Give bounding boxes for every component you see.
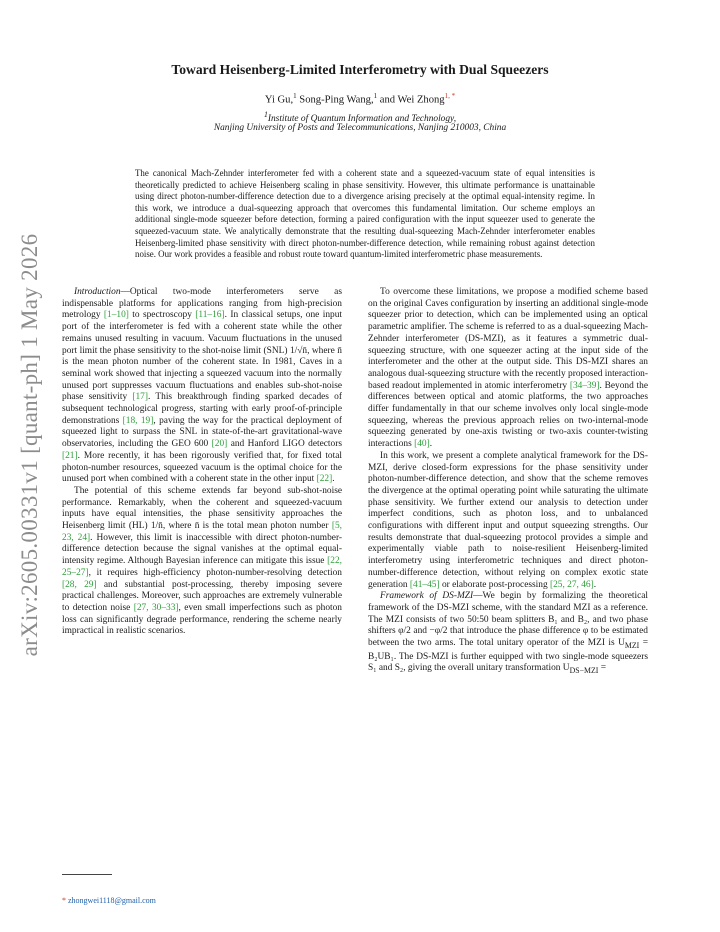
paragraph-proposal <box>368 287 648 451</box>
citation-link[interactable]: [41–45] <box>409 579 440 590</box>
abstract: The canonical Mach-Zehnder interferometer fed with a coherent state and a squeezed-vacuum state of equal intensities is theoretically predicted to achieve Heisenberg scaling in phase sensitivity. However, this ultimate performance is unattainable using direct photon-number-difference detection due to a divergence arising precisely at the optimal equal-intensity regime. In this work, we introduce a dual-squeezing approach that overcomes this fundamental limitation. Our scheme employs an additional single-mode squeezer before detection, forming a paired configuration with the input squeezer used to generate the squeezed-vacuum state. We analytically demonstrate that the resulting dual-squeezing Mach-Zehnder interferometer enables Heisenberg-limited phase sensitivity with direct photon-number-difference detection, while remaining robust against detection noise. Our work provides a feasible and robust route toward quantum-limited interferometric phase measurements. <box>135 168 595 260</box>
footnote-divider <box>62 874 112 875</box>
affiliation-institute: Institute of Quantum Information and Technology, <box>267 114 457 125</box>
paper-title: Toward Heisenberg-Limited Interferometry with Dual Squeezers <box>171 62 549 77</box>
citation-link[interactable]: [17] <box>132 392 148 403</box>
citation-link[interactable]: [27, 30–33] <box>133 602 179 613</box>
text-run: . <box>593 579 597 590</box>
section-lead: Introduction <box>74 287 121 297</box>
text-run: to spectroscopy <box>128 310 196 321</box>
text-run: , paving the way for the practical deployment of squeezed light to surpass the SNL in state-of-the-art gravitational-wave observatories, including the GEO 600 <box>62 415 342 450</box>
text-run: = <box>598 663 606 674</box>
citation-link[interactable]: [1–10] <box>103 310 129 321</box>
text-run: . <box>332 474 335 485</box>
text-run: . In classical setups, one input port of the interferometer is fed with a coherent state while the other remains unused resulting in vacuum. Vacuum fluctuations in the unused port limit the phase sensitivity to the shot-noise limit (SNL) 1/√n̄, where n̄ is the mean photon number of the coherent state. In 1981, Caves in a seminal work showed that injecting a squeezed vacuum into the normally unused port suppresses vacuum fluctuations and enables sub-shot-noise phase sensitivity <box>62 310 342 403</box>
body-column-right <box>368 287 648 677</box>
arxiv-sidebar <box>8 230 52 660</box>
affiliation-address: Nanjing University of Posts and Telecommunications, Nanjing 210003, China <box>213 123 507 133</box>
citation-link[interactable]: [22, 25–27] <box>62 556 342 578</box>
text-run: . Beyond the differences between optical and atomic platforms, the two approaches differ fundamentally in that our scheme involves only local single-mode squeezing, whereas the previous approach relies on two-internal-mode squeezing generated by one-axis twisting or two-axis counter-twisting interactions <box>368 380 648 450</box>
citation-link[interactable]: [28, 29] <box>62 579 97 590</box>
citation-link[interactable]: [5, 23, 24] <box>62 521 342 543</box>
paragraph-introduction <box>62 287 342 486</box>
affiliation-mark: 1 <box>263 110 268 119</box>
text-run: or elaborate post-processing <box>439 579 550 590</box>
author-list <box>60 92 660 106</box>
author-affil-mark: 1, * <box>444 92 456 100</box>
subscript: DS−MZI <box>569 666 599 676</box>
text-run: . <box>429 439 433 450</box>
citation-link[interactable]: [20] <box>211 439 228 450</box>
text-run: . However, this limit is inaccessible with direct photon-number-difference detection because the signal vanishes at the optimal equal-intensity regime. Although Bayesian inference can mitigate this issue <box>62 532 342 567</box>
author-name: Song-Ping Wang, <box>299 94 374 106</box>
text-run: and Hanford LIGO detectors <box>227 439 342 450</box>
footnote <box>62 896 156 905</box>
email-link[interactable]: zhongwei1118@gmail.com <box>68 896 156 905</box>
citation-link[interactable]: [40] <box>414 439 430 450</box>
text-run: . This breakthrough finding sparked decades of subsequent technological progress, starting with early proof-of-principle demonstrations <box>62 392 342 426</box>
author-name: Yi Gu, <box>264 94 294 106</box>
citation-link[interactable]: [11–16] <box>195 310 225 321</box>
citation-link[interactable]: [34–39] <box>569 380 600 391</box>
paragraph-framework <box>368 591 648 677</box>
author-affil-mark: 1 <box>293 92 297 100</box>
author-affil-mark: 1 <box>373 92 378 100</box>
citation-link[interactable]: [25, 27, 46] <box>550 579 594 590</box>
text-run: . More recently, it has been rigorously verified that, for fixed total photon-number resources, squeezed vacuum is the optimal choice for the unused port when combined with a coherent state in the other input <box>62 450 342 485</box>
affiliation-line <box>60 110 660 124</box>
citation-link[interactable]: [22] <box>316 474 333 485</box>
section-lead: Framework of DS-MZI <box>380 591 474 602</box>
subscript: MZI <box>624 640 640 650</box>
body-column-left <box>62 287 342 638</box>
author-name: and Wei Zhong <box>379 94 445 106</box>
paragraph-this-work <box>368 451 648 591</box>
text-run: To overcome these limitations, we propose a modified scheme based on the original Caves configuration by inserting an additional single-mode squeezer prior to detection, which can be implemented using an optical parametric amplifier. The scheme is referred to as a dual-squeezing Mach-Zehnder interferometer (DS-MZI), as it features a symmetric dual-squeezing structure, with one squeezer acting at the input side of the interferometer and the other at the output side. This DS-MZI shares an analogous dual-squeezing structure with the recently proposed interaction-based readout implemented in atomic interferometry <box>368 287 648 391</box>
text-run: , even small imperfections such as photon loss can significantly degrade performance, rendering the scheme nearly impractical in realistic scenarios. <box>62 602 342 637</box>
citation-link[interactable]: [21] <box>62 450 78 461</box>
text-run: —We begin by formalizing the theoretical framework of the DS-MZI scheme, with the standard MZI as a reference. The MZI consists of two 50:50 beam splitters B₁ and B₂, and two phase shifters φ/2 and −φ/2 that introduce the phase difference φ to be estimated between the two arms. The total unitary operator of the MZI is U <box>368 591 648 649</box>
arxiv-identifier: arXiv:2605.00331v1 [quant-ph] 1 May 2026 <box>17 233 42 657</box>
text-run: —Optical two-mode interferometers serve as indispensable platforms for applications ranging from high-precision metrology <box>62 287 342 321</box>
text-run: , it requires high-efficiency photon-number-resolving detection <box>88 567 342 578</box>
footnote-marker: * <box>62 896 66 905</box>
citation-link[interactable]: [18, 19] <box>122 415 154 426</box>
text-run: The potential of this scheme extends far beyond sub-shot-noise performance. Remarkably, when the coherent and squeezed-vacuum inputs have equal intensities, the phase sensitivity approaches the Heisenberg limit (HL) 1/n̄, where n̄ is the total mean photon number <box>62 485 342 532</box>
paragraph-potential <box>62 486 342 638</box>
text-run: = B₂UB₁. The DS-MZI is further equipped with two single-mode squeezers S₁ and S₂, giving the overall unitary transformation U <box>368 638 648 674</box>
text-run: In this work, we present a complete analytical framework for the DS-MZI, derive closed-form expressions for the phase sensitivity under photon-number-difference detection, and show that the scheme removes the divergence at the optimal operating point while saturating the ultimate phase sensitivity. We further extend our analysis to detection under imperfect conditions, such as photon loss, and to unbalanced configurations with different input and output squeezing strengths. Our results demonstrate that dual-squeezing protocol provides a simple and experimentally viable path to noise-resilient Heisenberg-limited interferometry using interferometric techniques and direct photon-number-difference detection, without relying on complex exotic state generation <box>368 450 648 590</box>
text-run: and substantial post-processing, thereby imposing severe practical challenges. Moreover, such approaches are extremely vulnerable to detection noise <box>62 579 342 613</box>
